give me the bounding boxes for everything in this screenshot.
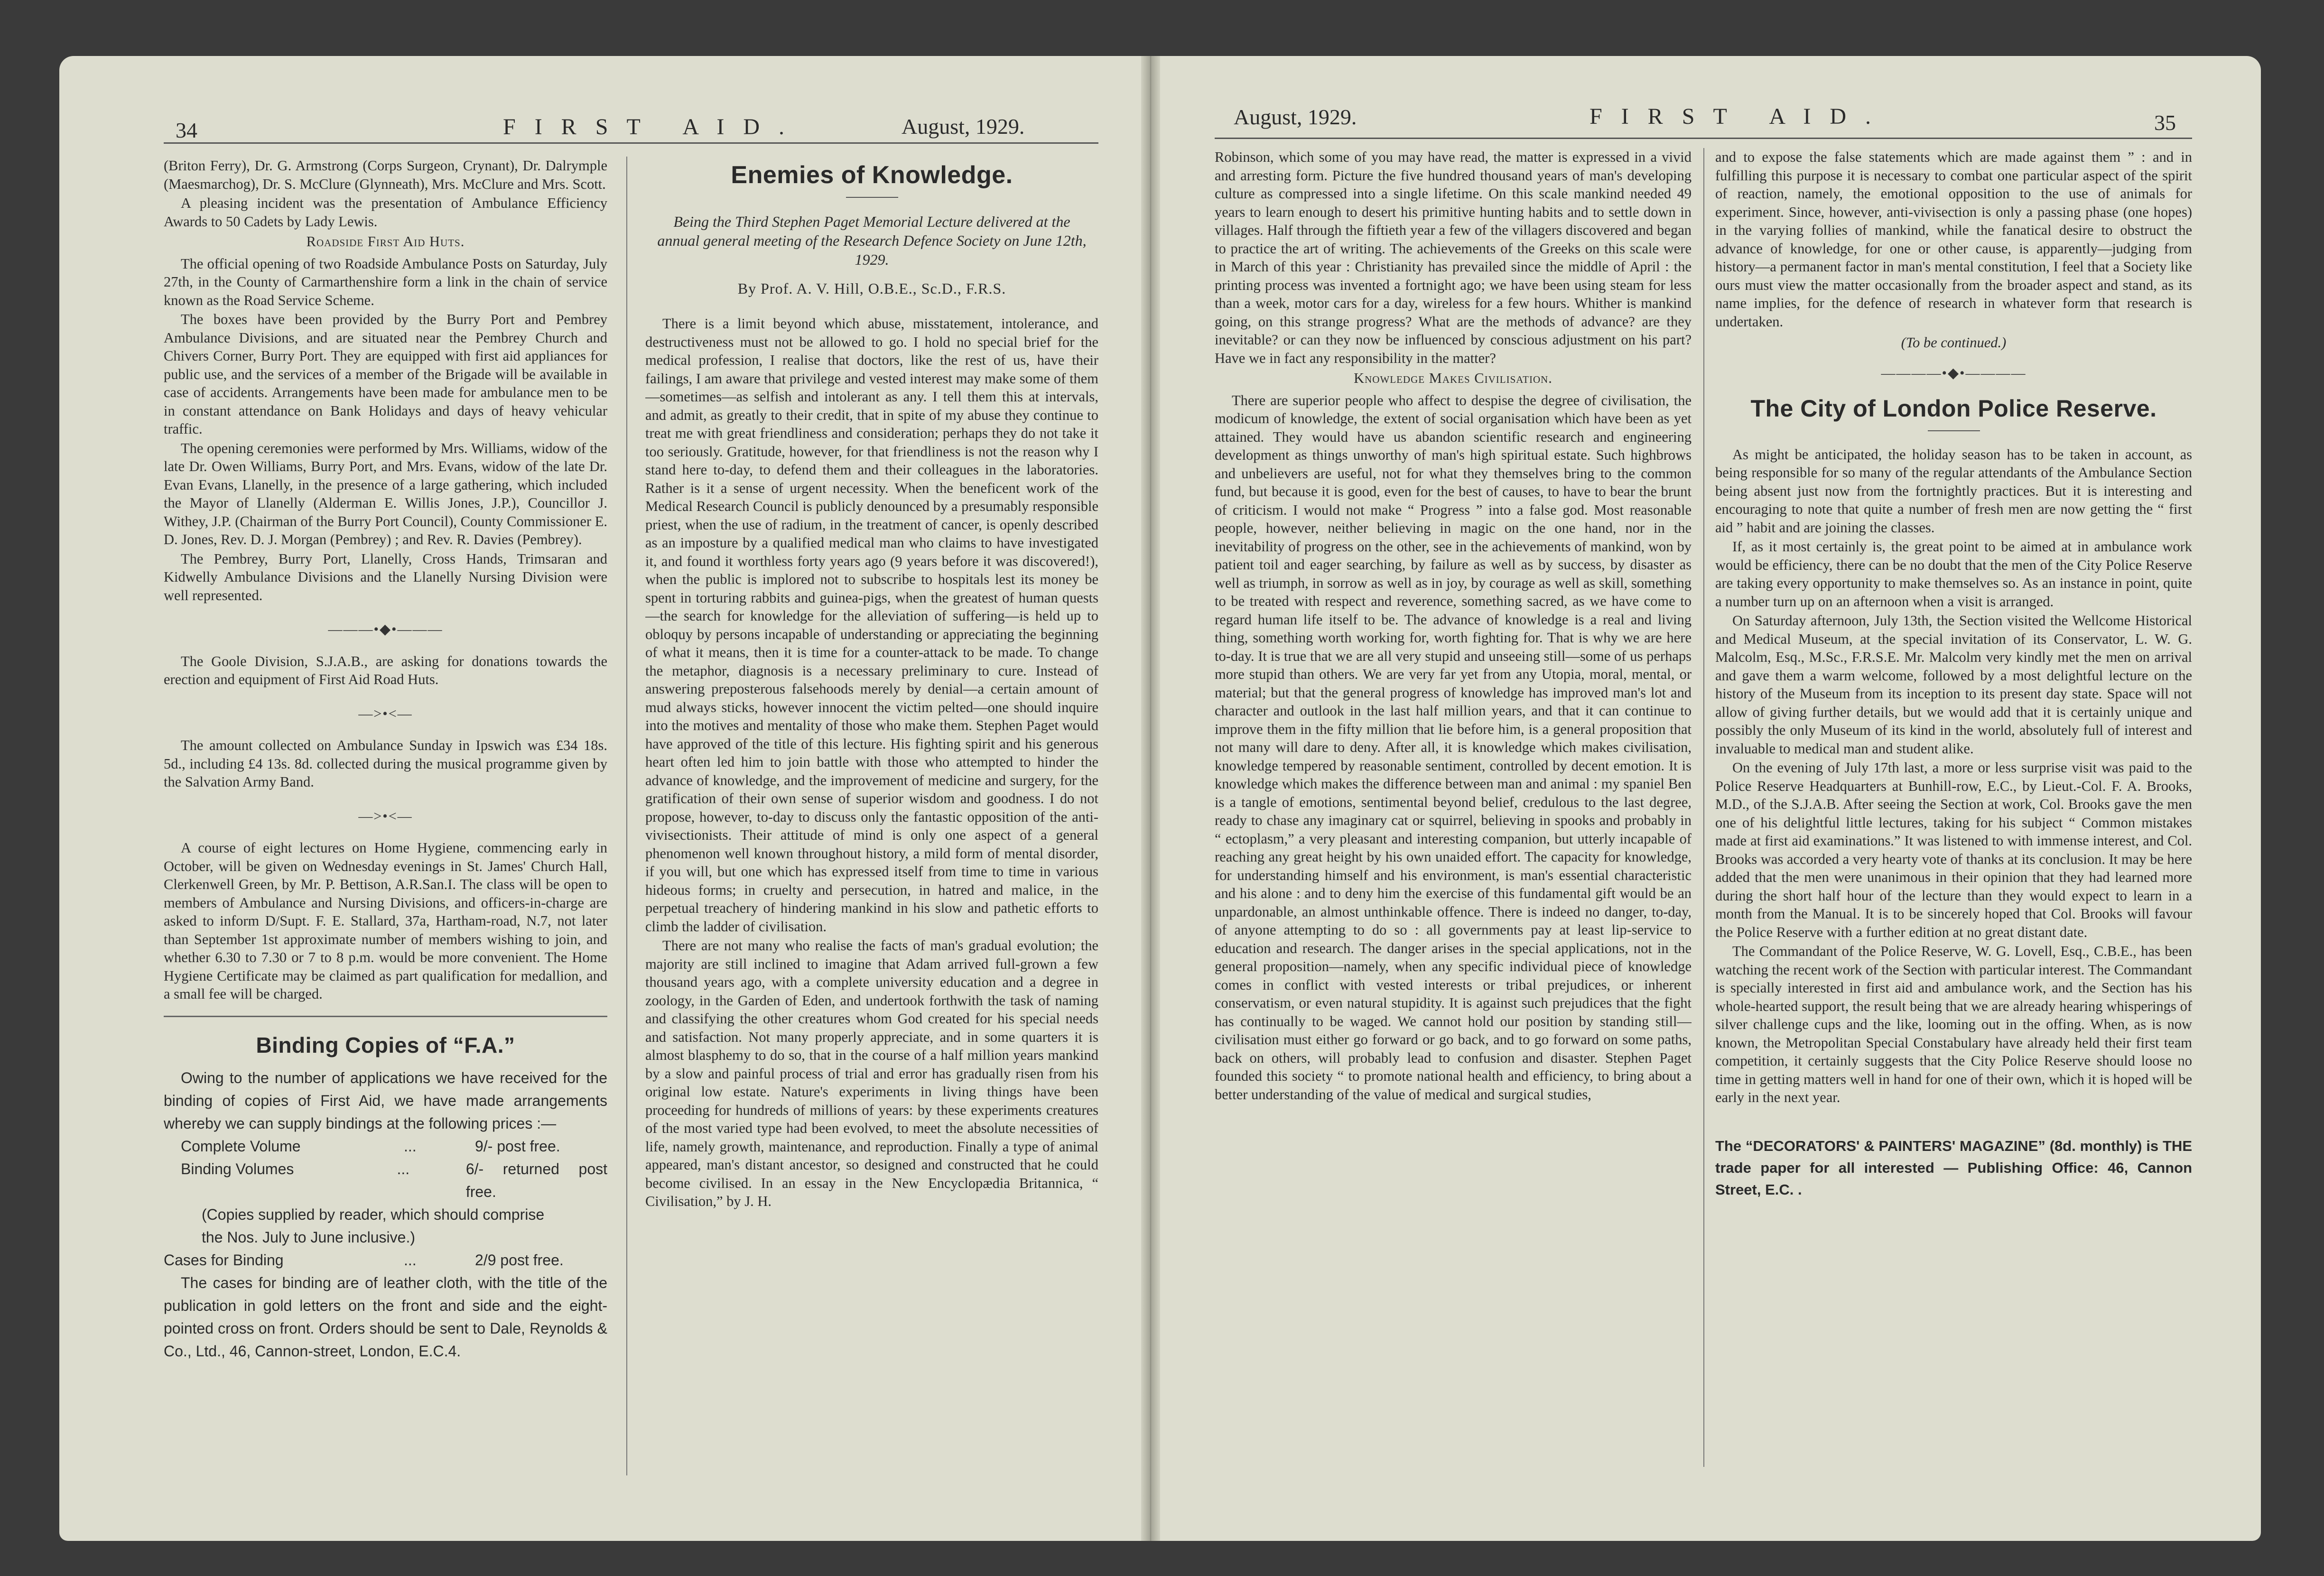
left-running-title: F I R S T A I D . <box>503 114 791 139</box>
paragraph: Robinson, which some of you may have read, the matter is expressed in a vivid and arresting form. Picture the five hundred thousand years of man's developing culture as compressed into a single lifetime. On this scale mankind needed 49 years to learn enough to desert his primitive hunting habits and to settle down in villages. Half through the fiftieth year a few of the villagers discovered and began to practice the art of writing. The achievements of the Greeks on this scale were in March of this year : Christianity has prevailed since the middle of April : the printing process was invented a fortnight ago; we have been using steam for less than a week, motor cars for a day, wireless for a few hours. Whither is mankind going, on this strange progress? What are the methods of advance? are they inevitable? or can they now be influenced by conscious adjustment on his part? Have we in fact any responsibility in the matter? <box>1215 149 1692 366</box>
author-byline: By Prof. A. V. Hill, O.B.E., Sc.D., F.R.S. <box>737 279 1006 297</box>
ornament-divider: ———•◆•——— <box>328 621 443 637</box>
binding-intro: Owing to the number of applications we have received for the binding of copies of First Aid, we have made arrangements whereby we can supply bindings at the following prices :— <box>164 1069 607 1132</box>
price-row: Cases for Binding ... 2/9 post free. <box>164 1252 564 1269</box>
binding-copies-title: Binding Copies of “F.A.” <box>256 1032 515 1057</box>
paragraph: On the evening of July 17th last, a more or less surprise visit was paid to the Police Reserve Headquarters at Bunhill-row, E.C., by Lieut.-Col. F. A. Brooks, M.D., of the S.J.A.B. After seeing the Section at work, Col. Brooks gave the men one of his delightful little lectures, taking for his subject “ Common mistakes made at first aid examinations.” It was listened to with immense interest, and Col. Brooks was accorded a very hearty vote of thanks at its conclusion. It may be here added that the men were unanimous in their opinion that they had learned more during the short half hour of the lecture than they would expect to learn in a month from the Manual. It is to be sincerely hoped that Col. Brooks will favour the Police Reserve with a further edition at no great distant date. <box>1715 760 2192 940</box>
police-reserve-title: The City of London Police Reserve. <box>1750 395 2157 422</box>
paragraph: The opening ceremonies were performed by Mrs. Williams, widow of the late Dr. Owen Williams, Burry Port, and Mrs. Evans, widow of the late Dr. Evan Evans, Llanelly, in the presence of a large gathering, which included the Mayor of Llanelly (Alderman E. Willis Jones, J.P.), Councillor J. Withey, J.P. (Chairman of the Burry Port Council), County Commissioner E. D. Jones, Rev. D. J. Morgan (Pembrey) ; and Rev. R. Davies (Pembrey). <box>164 440 607 547</box>
paragraph: The official opening of two Roadside Ambulance Posts on Saturday, July 27th, in the County of Carmarthenshire form a link in the chain of service known as the Road Service Scheme. <box>164 255 607 308</box>
paragraph: As might be anticipated, the holiday season has to be taken in account, as being responsible for so many of the regular attendants of the Ambulance Section being absent just now from the fortnightly practices. But it is interesting and encouraging to note that quite a number of fresh men are now getting the “ first aid ” habit and are joining the classes. <box>1715 446 2192 536</box>
left-page-number: 34 <box>176 118 197 142</box>
paragraph: A course of eight lectures on Home Hygiene, commencing early in October, will be given on Wednesday evenings in St. James' Church Hall, Clerkenwell Green, by Mr. P. Bettison, A.R.San.I. The class will be open to members of Ambulance and Nursing Divisions, and officers-in-charge are asked to inform D/Supt. F. E. Stallard, 37a, Hartham-road, N.7, not later than September 1st approximate number of members wishing to join, and whether 6.30 to 7.30 or 7 to 8 p.m. would be more convenient. The Home Hygiene Certificate may be claimed as part qualification for medallion, and a small fee will be charged. <box>164 840 607 1002</box>
subheading-knowledge-civilisation: Knowledge Makes Civilisation. <box>1354 370 1552 386</box>
decorators-magazine-ad: The “DECORATORS' & PAINTERS' MAGAZINE” (8d. monthly) is THE trade paper for all interested — Publishing Office: 46, Cannon Street, E.C. . <box>1715 1137 2192 1198</box>
paragraph: The Pembrey, Burry Port, Llanelly, Cross Hands, Trimsaran and Kidwelly Ambulance Divisions and the Llanelly Nursing Division were well represented. <box>164 550 607 603</box>
left-date: August, 1929. <box>902 114 1025 139</box>
right-header-rule <box>1215 138 2192 139</box>
paragraph: There are superior people who affect to despise the degree of civilisation, the modicum of knowledge, the extent of social organisation which have been as yet attained. They would have us abandon scientific research and engineering development as things unworthy of man's high spiritual estate. Such highbrows and unbelievers are useful, not for what they themselves bring to the common fund, but because it is good, even for the best of causes, to have to bear the brunt of criticism. I would not make “ Progress ” into a false god. Most reasonable people, however, neither believing in magic on the one hand, nor in the inevitability of progress on the other, see in the achievements of mankind, won by patient toil and eager searching, by failure as well as by success, by disaster as well as triumph, in sorrow as well as in joy, by courage as well as skill, something to be treated with respect and reverence, something sacred, as we have come to regard human life itself to be. The advance of knowledge is a real and living thing, something worth working for, worth fighting for. That is why we are here to-day. It is true that we are all very stupid and unseeing still—some of us perhaps more stupid than others. We are very far yet from any Utopia, moral, mental, or material; but that the general progress of knowledge has improved man's lot and character and outlook in the last half million years, and that it can continue to improve them in the fifty million that lie before him, is a general proposition that not many will dare to deny. After all, it is knowledge which makes civilisation, knowledge tempered by reasonable sentiment, controlled by decent emotion. It is knowledge which makes the difference between man and animal : my spaniel Ben is a tangle of emotions, sentimental beyond belief, credulous to the last degree, ready to chase any imaginary cat or squirrel, believing in spooks and probably in “ ectoplasm,” a very pleasant and interesting companion, but utterly incapable of reaching any great height by his own unaided effort. The capacity for knowledge, for understanding himself and his environment, is man's essential characteristic and his alone : and to deny him the exercise of this fundamental gift would be an unpardonable, an almost unthinkable offence. There is indeed no danger, to-day, of anyone attempting to do so : all governments pay at least lip-service to education and research. The danger arises in the special applications, not in the general proposition—namely, when any specific individual piece of knowledge comes in conflict with vested interests or tribal prejudices, or inherent conservatism, or even natural stupidity. It is against such prejudices that the fight has continually to be waged. We cannot hold our position by standing still—civilisation must either go forward or go back, and to go forward on some paths, back on others, will probably lead to confusion and disaster. Stephen Paget founded this society “ to promote national health and efficiency, to bring about a better understanding of the value of medical and surgical studies, <box>1215 392 1692 1103</box>
paragraph: There are not many who realise the facts of man's gradual evolution; the majority are still inclined to imagine that Adam arrived full-grown a few thousand years ago, with a complete university education and a degree in zoology, in the Garden of Eden, and undertook forthwith the task of naming and classifying the other creatures whom God created for his special needs and satisfaction. Not many properly appreciate, and in some quarters it is almost blasphemy to do so, that in the course of a half million years mankind by a slow and painful process of trial and error has gradually risen from his original low estate. Nature's experiments in living things have been proceeding for hundreds of millions of years: by these experiments creatures of the most varied type had been evolved, to meet the absolute necessities of life, namely growth, maintenance, and reproduction. Finally a type of animal appeared, man's distant ancestor, so designed and constructed that he could become civilised. In an essay in the New Encyclopædia Britannica, “ Civilisation,” by J. H. <box>645 937 1098 1209</box>
left-header-rule <box>164 142 1098 144</box>
paragraph: There is a limit beyond which abuse, misstatement, intolerance, and destructiveness must not be allowed to go. I hold no special brief for the medical profession, I realise that doctors, like the rest of us, have their failings, I am aware that privilege and vested interest may make some of them—sometimes—as selfish and intolerant as any. I tell them this at intervals, and admit, as greatly to their credit, that in spite of my abuse they continue to treat me with great friendliness and consideration; perhaps they do not take it too seriously. Gratitude, however, for that friendliness is not the reason why I stand here to-day, to defend them and their colleagues in the laboratories. Rather is it a sense of urgent necessity. When the beneficent work of the Medical Research Council is publicly denounced by a presumably responsible priest, when the use of radium, in the treatment of cancer, is openly described as an imposture by a qualified medical man who claims to have investigated it, and found it worthless forty years ago (9 years before it was discovered!), when the public is implored not to subscribe to hospitals lest its money be spent in torturing rabbits and guinea-pigs, when the greatest of human quests—the search for knowledge for the alleviation of suffering—is held up to obloquy by persons incapable of understanding or appreciating the beginning of what it means, then it is time for a counter-attack to be made. To change the metaphor, diagnosis is a necessary preliminary to cure. Instead of answering preposterous falsehoods merely by denial—a certain amount of mud always sticks, however innocent the victim pelted—one should inquire into the motives and mentality of those who make them. Stephen Paget would have approved of the title of this lecture. His fighting spirit and his generous heart often led him to join battle with those who attempted to hinder the advance of knowledge, and the improvement of medicine and surgery, for the gratification of their own sense of superior wisdom and goodness. I do not propose, however, to-day to discuss only the fantastic opposition of the anti-vivisectionists. Their attitude of mind is only one aspect of a general phenomenon well known throughout history, a mild form of mental disorder, if you will, but one which has expressed itself from time to time in various hideous forms; in cruelty and persecution, in hatred and malice, in the perpetual treachery of hindering mankind in his slow and pathetic efforts to climb the ladder of civilisation. <box>645 315 1098 935</box>
price-note: (Copies supplied by reader, which should comprise the Nos. July to June inclusive.) <box>202 1206 545 1246</box>
paragraph: The Commandant of the Police Reserve, W. G. Lovell, Esq., C.B.E., has been watching the recent work of the Section with particular interest. The Commandant is specially interested in first aid and ambulance work, and the Section has his whole-hearted support, the result being that we are already hearing whisperings of silver challenge cups and the like, looming out in the offing. When, as is now known, the Metropolitan Special Constabulary have already held their first team competition, it certainly suggests that the City Police Reserve should loose no time in getting matters well in hand for one of their own, which it is hoped will be early in the next year. <box>1715 943 2192 1105</box>
right-running-title: F I R S T A I D . <box>1590 104 1878 129</box>
paragraph: If, as it most certainly is, the great point to be aimed at in ambulance work would be efficiency, there can be no doubt that the men of the City Police Reserve are taking every opportunity to make themselves so. As an instance in point, quite a number turn up on an afternoon when a visit is arranged. <box>1715 538 2192 610</box>
paragraph: The amount collected on Ambulance Sunday in Ipswich was £34 18s. 5d., including £4 13s. 8d. collected during the musical programme given by the Salvation Army Band. <box>164 737 607 790</box>
short-rule <box>846 197 898 198</box>
right-column-2 <box>1715 148 2192 1467</box>
binding-notice <box>164 1066 607 1363</box>
subheading-roadside-huts: Roadside First Aid Huts. <box>306 233 465 250</box>
paragraph: (Briton Ferry), Dr. G. Armstrong (Corps Surgeon, Crynant), Dr. Dalrymple (Maesmarchog), Dr. S. McClure (Glynneath), Mrs. McClure and Mrs. Scott. <box>164 158 607 192</box>
ornament-divider: —>•<— <box>358 705 413 722</box>
paragraph: On Saturday afternoon, July 13th, the Section visited the Wellcome Historical and Medical Museum, at the special invitation of its Conservator, L. W. G. Malcolm, Esq., M.Sc., F.R.S.E. Mr. Malcolm very kindly met the men on arrival and gave them a warm welcome, followed by a most delightful lecture on the history of the Museum from its inception to its present day state. Space will not allow of giving further details, but we would add that it is certainly unique and possibly the only Museum of its kind in the world, absolutely full of interest and invaluable to medical man and student alike. <box>1715 612 2192 757</box>
enemies-of-knowledge-title: Enemies of Knowledge. <box>731 161 1013 189</box>
paragraph: A pleasing incident was the presentation of Ambulance Efficiency Awards to 50 Cadets by Lady Lewis. <box>164 195 607 230</box>
right-column-1 <box>1215 148 1692 1467</box>
paragraph: The boxes have been provided by the Burry Port and Pembrey Ambulance Divisions, and are situated near the Pembrey Church and Chivers Corner, Burry Port. They are equipped with first aid appliances for public use, and the services of a member of the Brigade will be available in case of accidents. Arrangements have been made for ambulance men to be in constant attendance on Bank Holidays and days of heavy vehicular traffic. <box>164 311 607 437</box>
ornament-divider: ————•◆•———— <box>1881 365 2027 381</box>
left-column-1 <box>164 157 607 1475</box>
short-rule <box>1928 430 1980 431</box>
column-rule <box>1703 148 1704 1467</box>
right-page-number: 35 <box>2154 111 2176 135</box>
paragraph: and to expose the false statements which are made against them ” : and in fulfilling this purpose it is necessary to combat one particular aspect of the spirit of reaction, namely, the emotional opposition to the use of animals for experiment. Since, however, anti-vivisection is only a passing phase (one hopes) in the varying follies of mankind, while the fanatical desire to obstruct the advance of knowledge, for one or other cause, is apparently—judging from history—a permanent factor in man's mental constitution, I feel that a Society like ours must view the matter occasionally from the broader aspect and stand, as its name implies, for the defence of research in whatever form that research is undertaken. <box>1715 149 2192 330</box>
paragraph: The Goole Division, S.J.A.B., are asking for donations towards the erection and equipment of First Aid Road Huts. <box>164 653 607 687</box>
book-spine <box>1141 56 1160 1541</box>
binding-details: The cases for binding are of leather cloth, with the title of the publication in gold letters on the front and side and the eight-pointed cross on front. Orders should be sent to Dale, Reynolds & Co., Ltd., 46, Cannon-street, London, E.C.4. <box>164 1274 607 1360</box>
lecture-description: Being the Third Stephen Paget Memorial Lecture delivered at the annual general meeting of the Research Defence Society on June 12th, 1929. <box>657 213 1087 268</box>
section-rule <box>164 1016 607 1017</box>
ornament-divider: —>•<— <box>358 808 413 824</box>
to-be-continued: (To be continued.) <box>1901 334 2007 351</box>
price-row: Complete Volume ... 9/- post free. <box>181 1138 560 1155</box>
left-column-2 <box>645 157 1098 1475</box>
column-rule <box>626 157 627 1475</box>
price-row: Binding Volumes ... 6/- returned post free. <box>181 1160 607 1200</box>
right-date: August, 1929. <box>1234 105 1357 129</box>
